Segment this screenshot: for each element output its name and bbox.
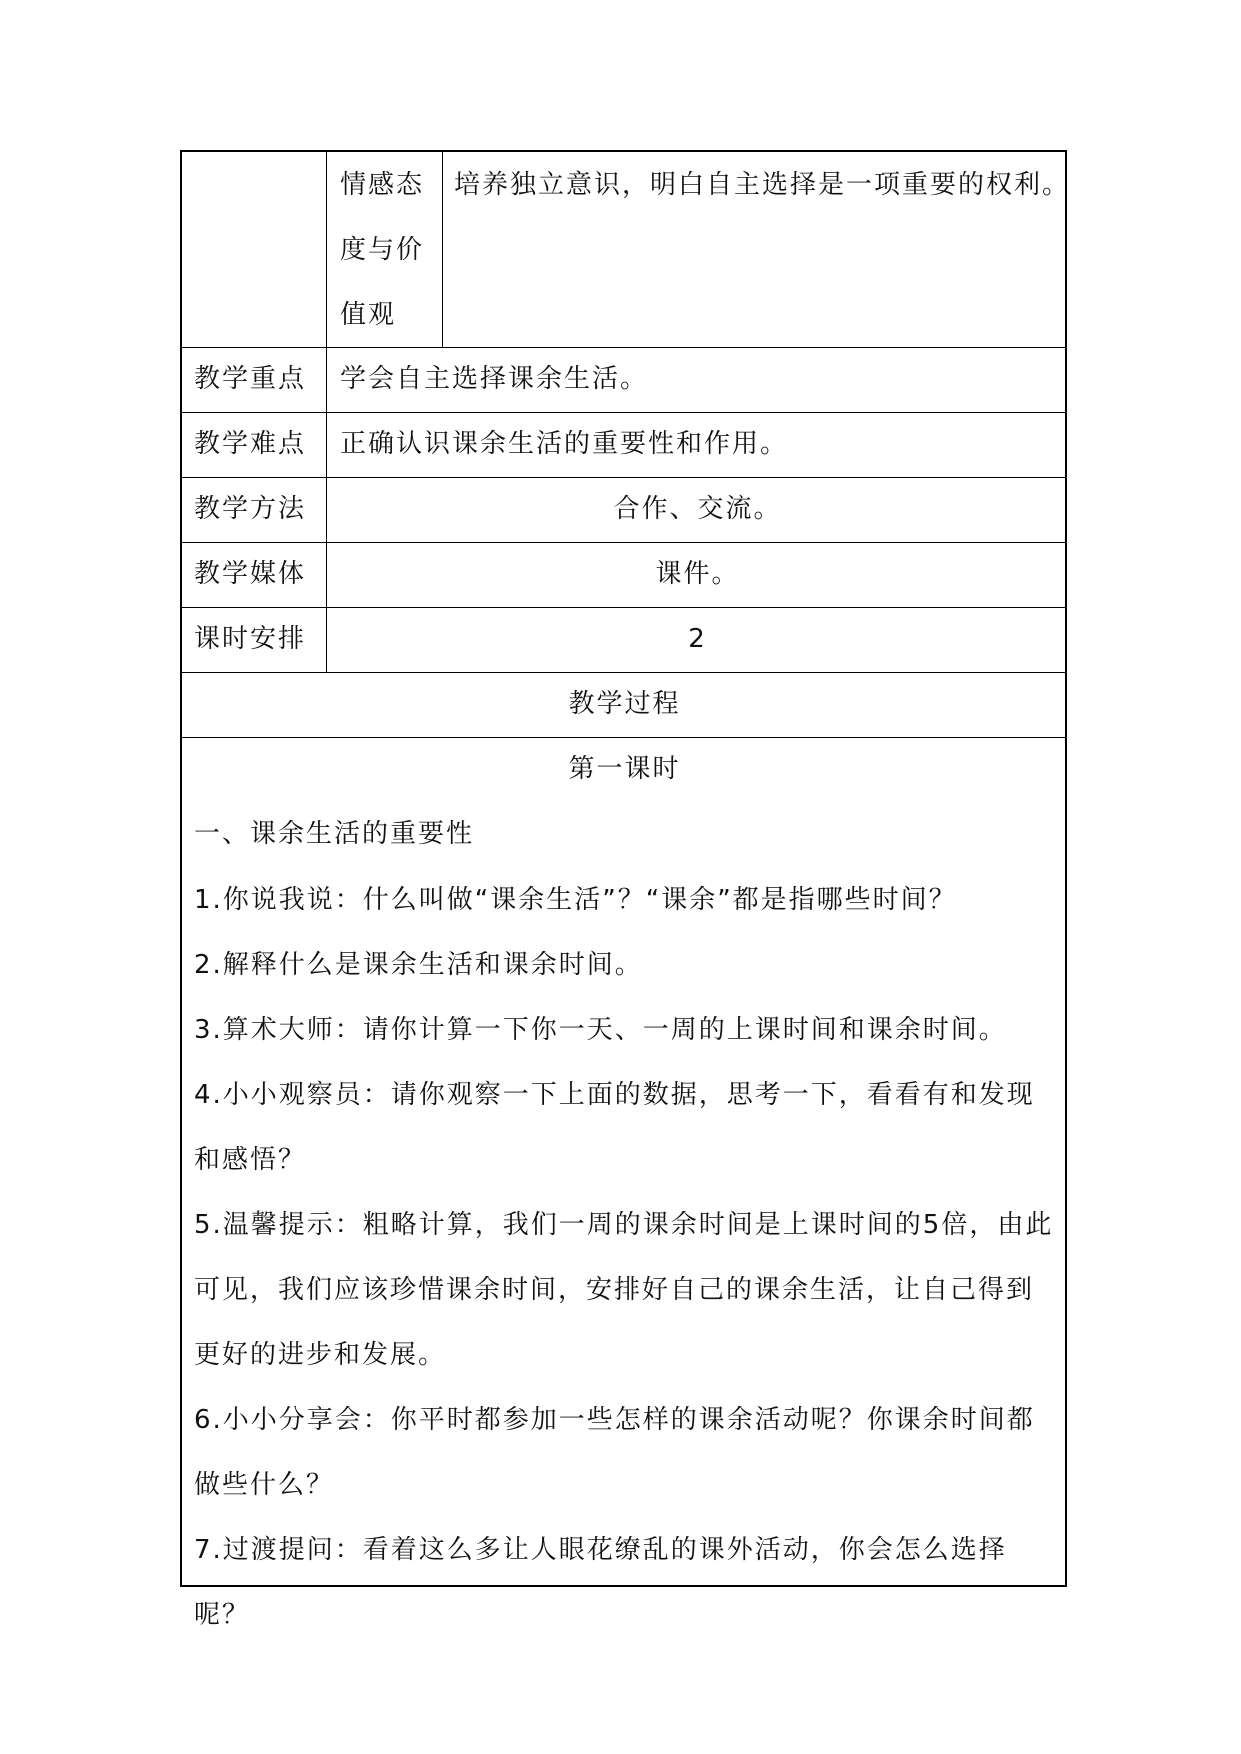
emotion-label-line-3: 值观 xyxy=(340,300,397,330)
emotion-label-line-2: 度与价 xyxy=(340,235,425,265)
table-divider xyxy=(182,347,1067,348)
table-divider xyxy=(182,672,1067,673)
table-divider xyxy=(182,542,1067,543)
row-label-schedule: 课时安排 xyxy=(194,624,307,654)
row-label-media: 教学媒体 xyxy=(194,559,307,589)
table-divider xyxy=(442,152,443,347)
row-label-key-point: 教学重点 xyxy=(194,364,307,394)
list-item: 5.温馨提示：粗略计算，我们一周的课余时间是上课时间的5倍，由此可见，我们应该珍惜课余时间，安排好自己的课余生活，让自己得到更好的进步和发展。 xyxy=(194,1210,1054,1370)
table-divider xyxy=(182,737,1067,738)
section-title: 一、课余生活的重要性 xyxy=(194,819,475,849)
process-header: 教学过程 xyxy=(568,689,681,719)
row-label-method: 教学方法 xyxy=(194,494,307,524)
table-divider xyxy=(182,412,1067,413)
lesson-title: 第一课时 xyxy=(568,754,681,784)
list-item: 1.你说我说：什么叫做“课余生活”？“课余”都是指哪些时间？ xyxy=(194,885,957,915)
list-item: 3.算术大师：请你计算一下你一天、一周的上课时间和课余时间。 xyxy=(194,1015,1007,1045)
row-value-schedule: 2 xyxy=(688,624,707,654)
table-divider xyxy=(182,607,1067,608)
row-value-difficulty: 正确认识课余生活的重要性和作用。 xyxy=(340,429,789,459)
emotion-label-line-1: 情感态 xyxy=(340,170,425,200)
list-item: 4.小小观察员：请你观察一下上面的数据，思考一下，看看有和发现和感悟？ xyxy=(194,1080,1035,1175)
list-item: 6.小小分享会：你平时都参加一些怎样的课余活动呢？你课余时间都做些什么？ xyxy=(194,1405,1035,1500)
emotion-content: 培养独立意识，明白自主选择是一项重要的权利。 xyxy=(454,170,1071,200)
row-value-media: 课件。 xyxy=(655,559,740,589)
list-item: 2.解释什么是课余生活和课余时间。 xyxy=(194,950,643,980)
row-label-difficulty: 教学难点 xyxy=(194,429,307,459)
list-item: 7.过渡提问：看着这么多让人眼花缭乱的课外活动，你会怎么选择呢？ xyxy=(194,1535,1007,1630)
lesson-plan-table xyxy=(180,150,1071,1630)
row-value-key-point: 学会自主选择课余生活。 xyxy=(340,364,649,394)
row-value-method: 合作、交流。 xyxy=(613,494,782,524)
table-divider xyxy=(182,477,1067,478)
